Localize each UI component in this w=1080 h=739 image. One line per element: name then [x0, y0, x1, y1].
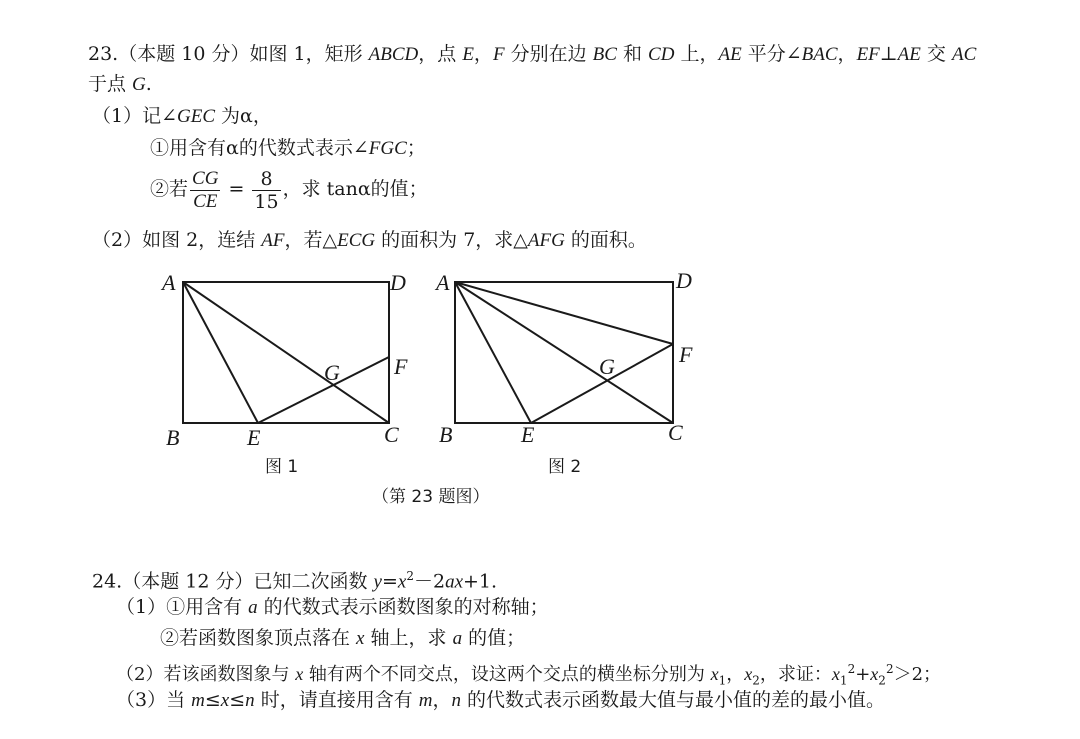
fraction-8-15: $\frac{8}{15}$ [254, 167, 279, 213]
figures-caption: （第 23 题图） [372, 487, 490, 507]
fig1-line-ae [183, 282, 258, 423]
q23-line-2: 于点 G. [88, 73, 152, 95]
fig2-label-c: C [668, 420, 683, 445]
q23-part1-i: ①用含有α的代数式表示∠FGC； [150, 137, 426, 159]
q24-part3: （3）当 m≤x≤n 时，请直接用含有 m，n 的代数式表示函数最大值与最小值的差的最小值。 [116, 689, 886, 711]
figure-2 [455, 282, 673, 423]
fig2-label-a: A [436, 270, 450, 295]
q23-line-1: 23.（本题 10 分）如图 1，矩形 ABCD，点 E，F 分别在边 BC 和 CD 上，AE 平分∠BAC，EF⊥AE 交 AC [88, 43, 977, 65]
fig2-label-f: F [679, 342, 693, 367]
q24-part1-ii: ②若函数图象顶点落在 x 轴上，求 a 的值； [160, 627, 526, 649]
fig2-label-g: G [599, 354, 615, 379]
q23-part1-ii: ②若 $\frac{CG}{CE}$ = $\frac{8}{15}$ ，求 tanα的值； [150, 167, 428, 213]
q24-part1: （1）①用含有 a 的代数式表示函数图象的对称轴； [116, 596, 549, 618]
fig2-line-af [455, 282, 673, 344]
fig2-caption: 图 2 [548, 457, 582, 477]
fig1-label-c: C [384, 422, 399, 447]
fig1-label-f: F [394, 354, 408, 379]
fraction-cg-ce: $\frac{CG}{CE}$ [192, 167, 219, 212]
fig1-label-e: E [247, 425, 261, 450]
figure-1 [183, 282, 389, 423]
q23-part1: （1）记∠GEC 为α， [92, 105, 272, 127]
fig2-line-ae [455, 282, 531, 423]
fig1-label-g: G [324, 360, 340, 385]
q23-part2: （2）如图 2，连结 AF，若△ECG 的面积为 7，求△AFG 的面积。 [92, 229, 647, 251]
fig1-caption: 图 1 [265, 457, 299, 477]
fig1-line-ac [183, 282, 389, 423]
fig2-line-ac [455, 282, 673, 423]
q23-figures [0, 258, 1080, 518]
fig2-label-d: D [676, 268, 692, 293]
fig2-label-e: E [521, 422, 535, 447]
q24-line-1: 24.（本题 12 分）已知二次函数 $y=x^2-2ax+1$. [92, 569, 498, 593]
fig1-label-d: D [390, 270, 406, 295]
fig1-label-b: B [166, 425, 180, 450]
q24-part2: （2）若该函数图象与 x 轴有两个不同交点，设这两个交点的横坐标分别为 $x_1$，$x_2$，求证：$x_1^2+x_2^2>2$； [116, 662, 942, 688]
fig2-label-b: B [439, 422, 453, 447]
fig1-label-a: A [162, 270, 176, 295]
